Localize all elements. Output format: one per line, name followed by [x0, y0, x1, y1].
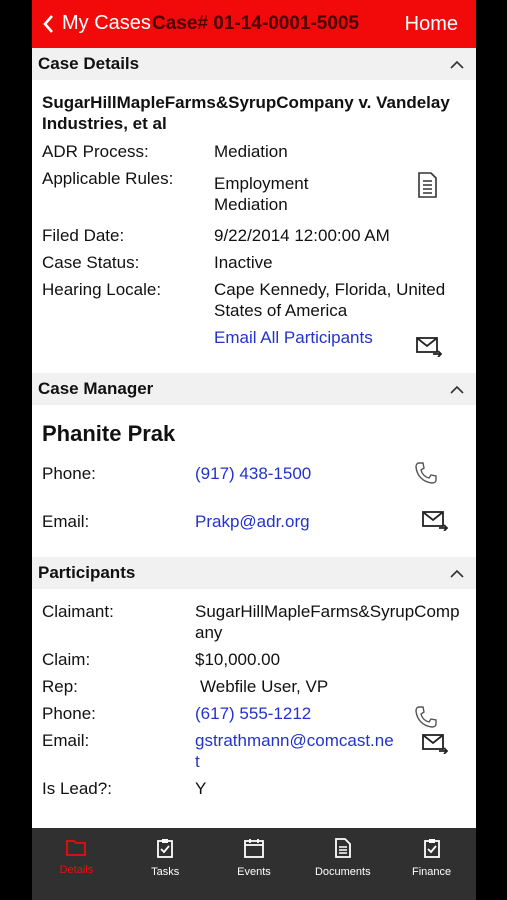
chevron-up-icon[interactable]: [450, 60, 464, 69]
participant-phone-row: [42, 703, 466, 724]
chevron-up-icon[interactable]: [450, 385, 464, 394]
claim-value: $10,000.00: [195, 650, 281, 669]
document-icon[interactable]: [416, 172, 438, 198]
participant-email-link[interactable]: gstrathmann@comcast.net: [195, 731, 394, 771]
clipboard-check-icon: [423, 838, 441, 858]
rep-label: Rep:: [42, 677, 78, 696]
case-details-body: [32, 80, 476, 373]
claimant-label: Claimant:: [42, 602, 114, 621]
scroll-content[interactable]: [32, 48, 476, 828]
tab-documents[interactable]: [298, 828, 387, 900]
applicable-rules-row: [42, 168, 466, 215]
bottom-tab-bar: [32, 828, 476, 900]
rep-value: Webfile User, VP: [200, 677, 329, 696]
document-icon: [335, 838, 351, 858]
case-status-value: Inactive: [214, 253, 273, 272]
top-bar: [32, 0, 476, 48]
folder-icon: [66, 838, 86, 856]
case-details-header[interactable]: [32, 48, 476, 80]
email-send-icon[interactable]: [416, 335, 442, 357]
participant-phone-link[interactable]: (617) 555-1212: [195, 704, 312, 723]
manager-name: Phanite Prak: [42, 421, 176, 446]
hearing-locale-value: Cape Kennedy, Florida, United States of America: [214, 280, 446, 320]
tab-label: Details: [59, 864, 94, 876]
adr-process-row: [42, 141, 466, 162]
case-status-row: [42, 252, 466, 273]
is-lead-label: Is Lead?:: [42, 779, 112, 798]
clipboard-check-icon: [156, 838, 174, 858]
filed-date-value: 9/22/2014 12:00:00 AM: [214, 226, 390, 245]
manager-phone-link[interactable]: (917) 438-1500: [195, 464, 312, 483]
tab-label: Events: [237, 866, 271, 878]
rep-row: [42, 676, 466, 697]
tab-details[interactable]: [32, 828, 121, 900]
claim-row: [42, 649, 466, 670]
case-title: SugarHillMapleFarms&SyrupCompany v. Vandelay Industries, et al: [42, 93, 450, 133]
participants-header[interactable]: [32, 557, 476, 589]
email-send-icon[interactable]: [422, 732, 448, 754]
adr-process-label: ADR Process:: [42, 142, 149, 161]
phone-icon[interactable]: [414, 461, 438, 485]
manager-phone-row: [42, 463, 466, 505]
phone-label: Phone:: [42, 464, 96, 483]
case-status-label: Case Status:: [42, 253, 140, 272]
manager-email-link[interactable]: Prakp@adr.org: [195, 512, 310, 531]
email-all-row: [42, 327, 466, 357]
calendar-icon: [244, 838, 264, 858]
chevron-left-icon: [42, 14, 54, 34]
tab-label: Finance: [412, 866, 452, 878]
hearing-locale-label: Hearing Locale:: [42, 280, 162, 299]
section-title: Participants: [38, 563, 136, 582]
app-screen: [32, 0, 476, 900]
phone-label: Phone:: [42, 704, 96, 723]
email-send-icon[interactable]: [422, 509, 448, 531]
participants-body: [32, 589, 476, 815]
chevron-up-icon[interactable]: [450, 569, 464, 578]
case-manager-header[interactable]: [32, 373, 476, 405]
home-button[interactable]: Home: [404, 13, 458, 35]
is-lead-value: Y: [195, 779, 207, 798]
applicable-rules-label: Applicable Rules:: [42, 169, 174, 188]
applicable-rules-value: Employment Mediation: [214, 174, 309, 214]
tab-tasks[interactable]: [121, 828, 210, 900]
email-label: Email:: [42, 731, 90, 750]
hearing-locale-row: [42, 279, 466, 321]
claimant-row: [42, 601, 466, 643]
filed-date-label: Filed Date:: [42, 226, 125, 245]
tab-events[interactable]: [210, 828, 299, 900]
email-label: Email:: [42, 512, 90, 531]
tab-label: Tasks: [151, 866, 180, 878]
case-number: Case# 01-14-0001-5005: [152, 13, 360, 34]
case-manager-body: [32, 405, 476, 557]
tab-label: Documents: [314, 866, 371, 878]
claim-label: Claim:: [42, 650, 91, 669]
adr-process-value: Mediation: [214, 142, 288, 161]
manager-email-row: [42, 511, 466, 541]
tab-finance[interactable]: [387, 828, 476, 900]
back-label: My Cases: [62, 12, 151, 34]
participant-email-row: [42, 730, 466, 772]
back-button[interactable]: [42, 12, 151, 35]
section-title: Case Manager: [38, 379, 154, 398]
is-lead-row: [42, 778, 466, 799]
filed-date-row: [42, 225, 466, 246]
section-title: Case Details: [38, 54, 140, 73]
claimant-value: SugarHillMapleFarms&SyrupCompany: [195, 602, 460, 642]
email-all-participants-link[interactable]: Email All Participants: [214, 328, 373, 347]
phone-icon[interactable]: [414, 705, 438, 729]
